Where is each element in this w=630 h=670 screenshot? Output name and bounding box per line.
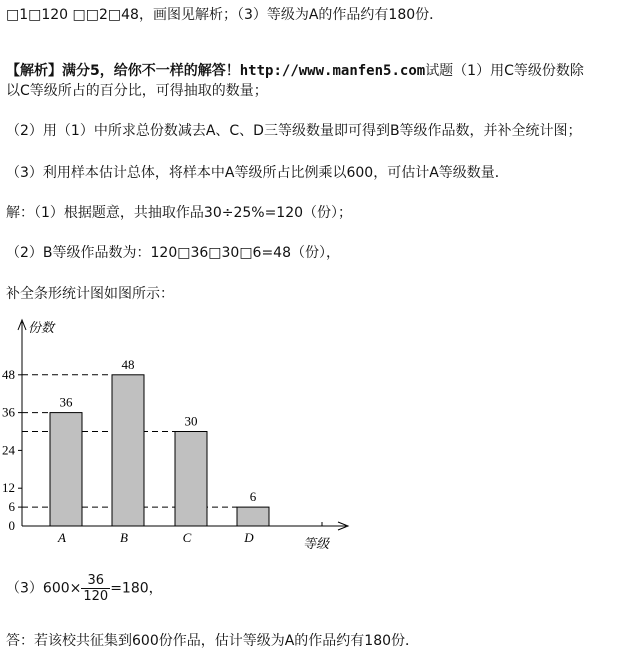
analysis-tag: 【解析】满分5，给你不一样的解答！ (6, 63, 240, 79)
solution-step1: 解：（1）根据题意，共抽取作品30÷25%=120（份）； (6, 205, 353, 221)
step3-suffix: =180， (110, 580, 163, 597)
y-tick-label: 24 (2, 442, 15, 458)
fraction-numerator: 36 (81, 573, 110, 589)
category-label: C (182, 530, 192, 545)
chart-intro: 补全条形统计图如图所示： (6, 286, 174, 302)
bar-value-label: 30 (184, 413, 198, 429)
step3-explanation: （3）利用样本估计总体，将样本中A等级所占比例乘以600，可估计A等级数量． (6, 165, 509, 181)
category-label: D (244, 530, 254, 545)
bar-value-label: 36 (59, 394, 73, 410)
bar-value-label: 6 (249, 489, 257, 505)
y-tick-label: 48 (2, 366, 15, 382)
analysis-text: 试题（1）用C等级份数除 (425, 63, 584, 79)
fraction (81, 573, 110, 604)
bar-chart (0, 310, 360, 560)
solution-step3 (6, 573, 163, 604)
answer-summary-line: □1□120 □□2□48，画图见解析；（3）等级为A的作品约有180份． (6, 7, 444, 23)
source-url: http://www.manfen5.com (239, 63, 426, 79)
analysis-heading-line (6, 60, 584, 80)
fraction-denominator: 120 (83, 589, 109, 604)
bar-value-label: 48 (121, 356, 135, 372)
solution-step2: （2）B等级作品数为：120□36□30□6=48（份）， (6, 245, 340, 261)
y-tick-label: 6 (8, 499, 15, 515)
bar-d (237, 507, 269, 526)
category-label: B (120, 530, 128, 545)
y-tick-label: 36 (2, 404, 15, 420)
y-tick-label: 12 (2, 480, 15, 496)
bar-b (112, 375, 144, 526)
category-label: A (58, 530, 66, 545)
y-axis-title: 份数 (28, 320, 55, 335)
x-axis-title: 等级 (303, 536, 330, 551)
step3-prefix: （3）600× (6, 580, 82, 597)
step2-explanation: （2）用（1）中所求总份数减去A、C、D三等级数量即可得到B等级作品数，并补全统计图； (6, 123, 582, 139)
y-tick-label: 0 (8, 518, 15, 533)
bar-c (175, 432, 207, 527)
final-answer: 答：若该校共征集到600份作品，估计等级为A的作品约有180份． (6, 633, 420, 649)
bar-a (50, 413, 82, 526)
analysis-line-2: 以C等级所占的百分比，可得抽取的数量； (6, 83, 268, 99)
